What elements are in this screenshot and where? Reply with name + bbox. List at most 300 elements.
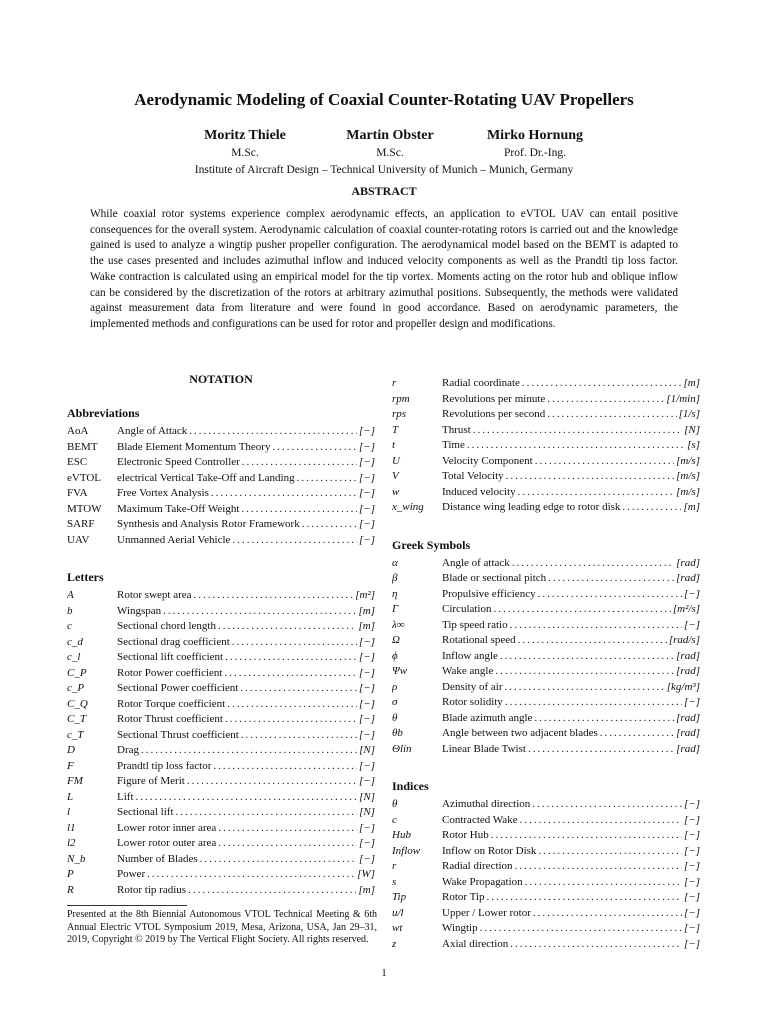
- leader-dots: [538, 844, 682, 860]
- leader-dots: [494, 602, 671, 618]
- notation-symbol: b: [67, 604, 73, 617]
- leader-dots: [506, 469, 675, 485]
- author: [325, 128, 455, 159]
- paper-title: Aerodynamic Modeling of Coaxial Counter-Rotating UAV Propellers: [134, 90, 634, 109]
- notation-description: Wake Propagation: [442, 875, 523, 888]
- notation-unit: [−]: [684, 798, 700, 810]
- letters-list-continued: [392, 376, 700, 516]
- notation-symbol: F: [67, 759, 74, 772]
- indices-list: [392, 797, 700, 952]
- notation-description: Angle between two adjacent blades: [442, 727, 598, 739]
- notation-entry: [392, 649, 700, 665]
- notation-unit: [rad]: [676, 742, 700, 755]
- leader-dots: [225, 712, 357, 728]
- notation-description: Radial coordinate: [442, 377, 520, 389]
- notation-entry: [67, 728, 375, 744]
- notation-description: Distance wing leading edge to rotor disk: [442, 501, 621, 513]
- notation-symbol: θ: [392, 711, 398, 724]
- notation-description: Number of Blades: [117, 852, 198, 865]
- notation-description: Wingspan: [117, 604, 162, 617]
- leader-dots: [495, 664, 674, 680]
- notation-unit: [W]: [357, 868, 375, 880]
- leader-dots: [520, 813, 682, 829]
- author-degree: M.Sc.: [231, 147, 259, 159]
- notation-entry: [67, 533, 375, 549]
- notation-symbol: λ∞: [392, 618, 405, 631]
- notation-symbol: Ψw: [392, 665, 408, 677]
- notation-description: Thrust: [442, 423, 471, 436]
- leader-dots: [218, 619, 357, 635]
- notation-entry: [67, 604, 375, 620]
- notation-symbol: V: [392, 470, 399, 482]
- notation-unit: [m]: [683, 377, 700, 389]
- author-list: [180, 128, 600, 159]
- notation-entry: [392, 556, 700, 572]
- notation-symbol: rps: [392, 408, 407, 420]
- notation-symbol: r: [392, 860, 397, 872]
- notation-symbol: BEMT: [67, 440, 98, 453]
- notation-unit: [−]: [359, 487, 375, 499]
- notation-description: Rotor Tip: [442, 891, 485, 903]
- notation-entry: [392, 742, 700, 758]
- notation-symbol: Θlin: [392, 742, 412, 755]
- leader-dots: [163, 604, 356, 620]
- notation-symbol: ESC: [67, 456, 88, 468]
- notation-symbol: Hub: [392, 829, 411, 841]
- notation-unit: [−]: [359, 502, 375, 515]
- notation-unit: [N]: [359, 806, 375, 818]
- notation-description: Radial direction: [442, 860, 513, 872]
- notation-unit: [N]: [359, 744, 375, 756]
- greek-heading: Greek Symbols: [392, 537, 471, 552]
- notation-symbol: T: [392, 423, 399, 436]
- notation-entry: [67, 588, 375, 604]
- notation-symbol: FM: [67, 775, 83, 787]
- leader-dots: [534, 711, 674, 727]
- notation-unit: [m/s]: [676, 470, 700, 482]
- notation-symbol: θ: [392, 798, 398, 810]
- notation-description: Blade or sectional pitch: [442, 572, 547, 584]
- notation-unit: [s]: [687, 439, 700, 451]
- notation-unit: [m²]: [355, 589, 375, 601]
- notation-entry: [67, 471, 375, 487]
- notation-right-column: [392, 376, 700, 952]
- notation-entry: [392, 500, 700, 516]
- leader-dots: [232, 635, 357, 651]
- notation-unit: [−]: [359, 837, 375, 849]
- notation-symbol: β: [392, 572, 398, 584]
- notation-entry: [67, 836, 375, 852]
- notation-unit: [rad]: [676, 556, 700, 569]
- notation-entry: [67, 440, 375, 456]
- notation-description: Sectional lift coefficient: [117, 651, 224, 663]
- notation-symbol: UAV: [67, 533, 90, 546]
- leader-dots: [515, 859, 682, 875]
- notation-entry: [67, 635, 375, 651]
- author-name: Mirko Hornung: [486, 128, 584, 143]
- notation-description: Linear Blade Twist: [442, 742, 526, 755]
- notation-description: Angle of attack: [442, 556, 510, 569]
- notation-unit: [−]: [684, 829, 700, 841]
- notation-symbol: α: [392, 556, 398, 569]
- notation-description: Azimuthal direction: [442, 798, 531, 810]
- notation-description: Blade azimuth angle: [442, 711, 533, 724]
- leader-dots: [241, 728, 357, 744]
- notation-symbol: x_wing: [392, 501, 424, 513]
- notation-unit: [m]: [683, 501, 700, 513]
- notation-entry: [392, 664, 700, 680]
- notation-description: Maximum Take-Off Weight: [117, 502, 240, 515]
- author-degree: M.Sc.: [376, 147, 404, 159]
- notation-description: Sectional drag coefficient: [117, 635, 230, 648]
- notation-unit: [rad]: [676, 711, 700, 724]
- notation-unit: [m/s]: [676, 454, 700, 467]
- notation-description: Rotor swept area: [117, 589, 192, 601]
- notation-entry: [392, 711, 700, 727]
- leader-dots: [487, 890, 683, 906]
- notation-description: Time: [442, 439, 465, 451]
- leader-dots: [227, 697, 357, 713]
- notation-symbol: AoA: [67, 425, 89, 437]
- leader-dots: [302, 517, 357, 533]
- leader-dots: [232, 533, 357, 549]
- leader-dots: [213, 759, 357, 775]
- notation-description: Rotor Hub: [442, 829, 489, 841]
- footnote-rule: [67, 905, 187, 906]
- abbreviations-heading: Abbreviations: [67, 406, 140, 420]
- notation-entry: [392, 376, 700, 392]
- notation-symbol: Ω: [392, 634, 400, 646]
- notation-unit: [N]: [684, 423, 700, 436]
- notation-entry: [392, 618, 700, 634]
- notation-entry: [67, 774, 375, 790]
- notation-entry: [392, 571, 700, 587]
- leader-dots: [225, 666, 358, 682]
- notation-description: electrical Vertical Take-Off and Landing: [117, 471, 295, 484]
- notation-entry: [392, 485, 700, 501]
- leader-dots: [272, 440, 357, 456]
- notation-description: Blade Element Momentum Theory: [117, 440, 271, 453]
- notation-description: Sectional lift: [117, 806, 174, 818]
- notation-entry: [392, 844, 700, 860]
- notation-unit: [N]: [359, 790, 375, 803]
- notation-entry: [392, 454, 700, 470]
- notation-unit: [−]: [359, 651, 375, 663]
- notation-entry: [392, 469, 700, 485]
- leader-dots: [480, 921, 682, 937]
- author-name: Moritz Thiele: [204, 128, 286, 143]
- notation-symbol: C_P: [67, 666, 87, 679]
- notation-entry: [392, 875, 700, 891]
- leader-dots: [600, 726, 674, 742]
- notation-unit: [−]: [359, 425, 375, 437]
- notation-symbol: σ: [392, 696, 398, 708]
- notation-unit: [m/s]: [676, 485, 700, 498]
- notation-unit: [−]: [684, 618, 700, 631]
- notation-unit: [1/min]: [666, 392, 700, 405]
- notation-symbol: N_b: [67, 852, 86, 865]
- notation-symbol: c: [392, 813, 397, 826]
- notation-description: Total Velocity: [442, 470, 504, 482]
- notation-symbol: U: [392, 454, 400, 467]
- notation-symbol: P: [67, 868, 74, 880]
- notation-symbol: c_d: [67, 635, 83, 648]
- notation-entry: [392, 859, 700, 875]
- notation-description: Sectional Thrust coefficient: [117, 728, 239, 741]
- notation-unit: [−]: [684, 844, 700, 857]
- notation-description: Inflow on Rotor Disk: [442, 844, 537, 857]
- notation-description: Circulation: [442, 603, 492, 615]
- notation-symbol: c_l: [67, 651, 81, 663]
- notation-entry: [392, 726, 700, 742]
- notation-symbol: C_Q: [67, 697, 88, 710]
- notation-unit: [−]: [359, 759, 375, 772]
- notation-symbol: l: [67, 806, 71, 818]
- notation-unit: [kg/m³]: [666, 680, 700, 693]
- leader-dots: [533, 906, 682, 922]
- footnote: Presented at the 8th Biennial Autonomous VTOL Technical Meeting & 6th Annual Electric VTOL Symposium 2019, Mesa, Arizona, USA, Jan 29–31, 2019, Copyright © 2019 by The Vertical Flight Society. All rights reserved.: [67, 909, 377, 945]
- notation-entry: [392, 680, 700, 696]
- leader-dots: [194, 588, 354, 604]
- notation-symbol: Inflow: [392, 844, 421, 857]
- leader-dots: [504, 680, 664, 696]
- notation-description: Lower rotor inner area: [117, 821, 217, 834]
- notation-symbol: Tip: [392, 891, 407, 903]
- abstract-heading: ABSTRACT: [351, 184, 417, 198]
- letters-heading: Letters: [67, 570, 104, 584]
- notation-description: Angle of Attack: [117, 425, 188, 437]
- notation-symbol: A: [67, 589, 74, 601]
- notation-entry: [392, 921, 700, 937]
- notation-description: Figure of Merit: [117, 775, 185, 787]
- notation-symbol: R: [67, 883, 74, 896]
- notation-symbol: c_P: [67, 682, 85, 694]
- notation-description: Rotor Torque coefficient: [117, 697, 226, 710]
- notation-entry: [67, 502, 375, 518]
- notation-entry: [67, 759, 375, 775]
- leader-dots: [547, 392, 664, 408]
- notation-symbol: wt: [392, 922, 403, 934]
- notation-symbol: c: [67, 620, 72, 632]
- notation-entry: [392, 423, 700, 439]
- notation-symbol: Γ: [392, 603, 399, 615]
- notation-entry: [392, 828, 700, 844]
- notation-description: Unmanned Aerial Vehicle: [117, 533, 231, 546]
- notation-entry: [392, 407, 700, 423]
- notation-description: Revolutions per minute: [442, 392, 546, 405]
- notation-symbol: θb: [392, 727, 403, 739]
- notation-unit: [−]: [359, 713, 375, 725]
- notation-entry: [67, 517, 375, 533]
- notation-entry: [392, 392, 700, 408]
- notation-symbol: t: [392, 439, 396, 451]
- greek-symbols-list: [392, 556, 700, 758]
- notation-description: Rotor Power coefficient: [117, 666, 223, 679]
- leader-dots: [187, 774, 357, 790]
- notation-description: Drag: [117, 744, 139, 756]
- notation-symbol: eVTOL: [67, 471, 102, 484]
- leader-dots: [535, 454, 674, 470]
- notation-description: Revolutions per second: [442, 408, 546, 420]
- notation-symbol: w: [392, 485, 400, 498]
- author-degree: Prof. Dr.-Ing.: [504, 147, 566, 159]
- abbreviations-list: [67, 424, 375, 548]
- notation-symbol: l2: [67, 837, 76, 849]
- notation-entry: [67, 883, 375, 899]
- notation-left-column: [67, 372, 375, 898]
- leader-dots: [147, 867, 355, 883]
- leader-dots: [189, 424, 357, 440]
- notation-description: Velocity Component: [442, 454, 533, 467]
- notation-unit: [−]: [684, 875, 700, 888]
- notation-description: Sectional Power coefficient: [117, 682, 239, 694]
- leader-dots: [242, 455, 357, 471]
- notation-description: Contracted Wake: [442, 813, 518, 826]
- notation-description: Rotor solidity: [442, 696, 503, 708]
- notation-entry: [392, 937, 700, 953]
- notation-symbol: u/l: [392, 906, 404, 919]
- notation-description: Inflow angle: [442, 649, 498, 662]
- leader-dots: [622, 500, 681, 516]
- leader-dots: [532, 797, 682, 813]
- leader-dots: [240, 681, 357, 697]
- notation-description: Induced velocity: [442, 485, 516, 498]
- notation-unit: [−]: [359, 533, 375, 546]
- notation-description: Density of air: [442, 680, 503, 693]
- leader-dots: [538, 587, 682, 603]
- notation-entry: [392, 890, 700, 906]
- notation-entry: [392, 695, 700, 711]
- notation-unit: [−]: [684, 813, 700, 826]
- notation-unit: [m]: [358, 604, 375, 617]
- notation-unit: [−]: [359, 471, 375, 484]
- notation-description: Electronic Speed Controller: [117, 456, 240, 468]
- leader-dots: [500, 649, 674, 665]
- notation-description: Wingtip: [442, 922, 478, 934]
- leader-dots: [518, 633, 667, 649]
- notation-entry: [392, 813, 700, 829]
- leader-dots: [528, 742, 674, 758]
- notation-unit: [rad]: [676, 727, 700, 739]
- notation-unit: [−]: [684, 906, 700, 919]
- notation-unit: [−]: [359, 728, 375, 741]
- notation-description: Lift: [117, 790, 134, 803]
- notation-symbol: ρ: [392, 680, 398, 693]
- notation-entry: [392, 438, 700, 454]
- notation-unit: [−]: [359, 821, 375, 834]
- notation-entry: [67, 455, 375, 471]
- notation-symbol: FVA: [67, 487, 88, 499]
- notation-entry: [67, 697, 375, 713]
- leader-dots: [241, 502, 357, 518]
- author: [180, 128, 310, 159]
- notation-entry: [392, 633, 700, 649]
- notation-entry: [392, 587, 700, 603]
- notation-unit: [−]: [684, 891, 700, 903]
- leader-dots: [510, 937, 682, 953]
- notation-entry: [67, 821, 375, 837]
- notation-unit: [−]: [359, 666, 375, 679]
- notation-heading: NOTATION: [189, 372, 253, 386]
- notation-entry: [392, 602, 700, 618]
- notation-entry: [67, 666, 375, 682]
- notation-description: Free Vortex Analysis: [117, 487, 209, 499]
- notation-unit: [−]: [359, 440, 375, 453]
- notation-unit: [−]: [684, 937, 700, 950]
- notation-symbol: ϕ: [392, 649, 398, 662]
- notation-unit: [−]: [359, 682, 375, 694]
- leader-dots: [505, 695, 682, 711]
- notation-entry: [67, 743, 375, 759]
- leader-dots: [188, 883, 356, 899]
- notation-unit: [−]: [359, 518, 375, 530]
- leader-dots: [467, 438, 685, 454]
- notation-description: Axial direction: [442, 937, 509, 950]
- notation-entry: [67, 852, 375, 868]
- abstract-body: While coaxial rotor systems experience complex aerodynamic effects, an application to eVTOL UAV can entail positive consequences for the overall system. Aerodynamic calculation of coaxial counter-rotating rotors is carried out and the knowledge gained is used to analyze a wingtip pusher propeller configuration. The aerodynamical model based on the BEMT is adapted to the use cases presented and includes azimuthal inflow and induced velocity components as well as the Prandtl tip loss factor. Wake contraction is calculated using an empirical model for the tip vortex. Moments acting on the rotor hub and oblique inflow can be considered by the discretization of the rotors at arbitrary azimuthal positions. Subsequently, the methods were validated against measurement data from literature and were found in good accordance. Based on aerodynamic parameters, the implemented methods and configurations can be used for rotor and propeller design and modifications.: [90, 208, 678, 330]
- page-number: 1: [381, 967, 387, 979]
- author: [470, 128, 600, 159]
- leader-dots: [525, 875, 682, 891]
- leader-dots: [141, 743, 357, 759]
- notation-unit: [−]: [359, 697, 375, 710]
- notation-description: Upper / Lower rotor: [442, 906, 531, 919]
- leader-dots: [473, 423, 682, 439]
- notation-unit: [−]: [684, 587, 700, 600]
- leader-dots: [547, 407, 676, 423]
- notation-symbol: c_T: [67, 728, 84, 741]
- notation-entry: [67, 805, 375, 821]
- leader-dots: [297, 471, 357, 487]
- notation-entry: [67, 486, 375, 502]
- author-name: Martin Obster: [346, 128, 434, 143]
- notation-entry: [392, 797, 700, 813]
- notation-description: Rotational speed: [442, 634, 516, 646]
- notation-unit: [rad]: [676, 572, 700, 584]
- leader-dots: [522, 376, 682, 392]
- notation-unit: [m]: [358, 883, 375, 896]
- notation-description: Prandtl tip loss factor: [117, 759, 212, 772]
- letters-list: [67, 588, 375, 898]
- notation-entry: [67, 867, 375, 883]
- notation-description: Rotor tip radius: [117, 883, 187, 896]
- notation-unit: [−]: [684, 696, 700, 708]
- notation-symbol: SARF: [67, 518, 95, 530]
- leader-dots: [200, 852, 357, 868]
- notation-unit: [−]: [359, 635, 375, 648]
- notation-description: Synthesis and Analysis Rotor Framework: [117, 518, 300, 530]
- notation-entry: [67, 681, 375, 697]
- notation-entry: [67, 712, 375, 728]
- notation-unit: [−]: [684, 860, 700, 872]
- leader-dots: [218, 821, 357, 837]
- notation-symbol: C_T: [67, 713, 86, 725]
- notation-symbol: η: [392, 587, 398, 600]
- leader-dots: [136, 790, 358, 806]
- notation-unit: [−]: [684, 922, 700, 934]
- notation-entry: [392, 906, 700, 922]
- notation-unit: [m²/s]: [672, 603, 700, 615]
- leader-dots: [211, 486, 357, 502]
- notation-entry: [67, 424, 375, 440]
- notation-description: Tip speed ratio: [442, 618, 508, 631]
- notation-description: Wake angle: [442, 665, 494, 677]
- notation-symbol: MTOW: [67, 502, 102, 515]
- notation-unit: [m]: [358, 620, 375, 632]
- leader-dots: [548, 571, 674, 587]
- notation-unit: [rad]: [676, 649, 700, 662]
- notation-unit: [−]: [359, 456, 375, 468]
